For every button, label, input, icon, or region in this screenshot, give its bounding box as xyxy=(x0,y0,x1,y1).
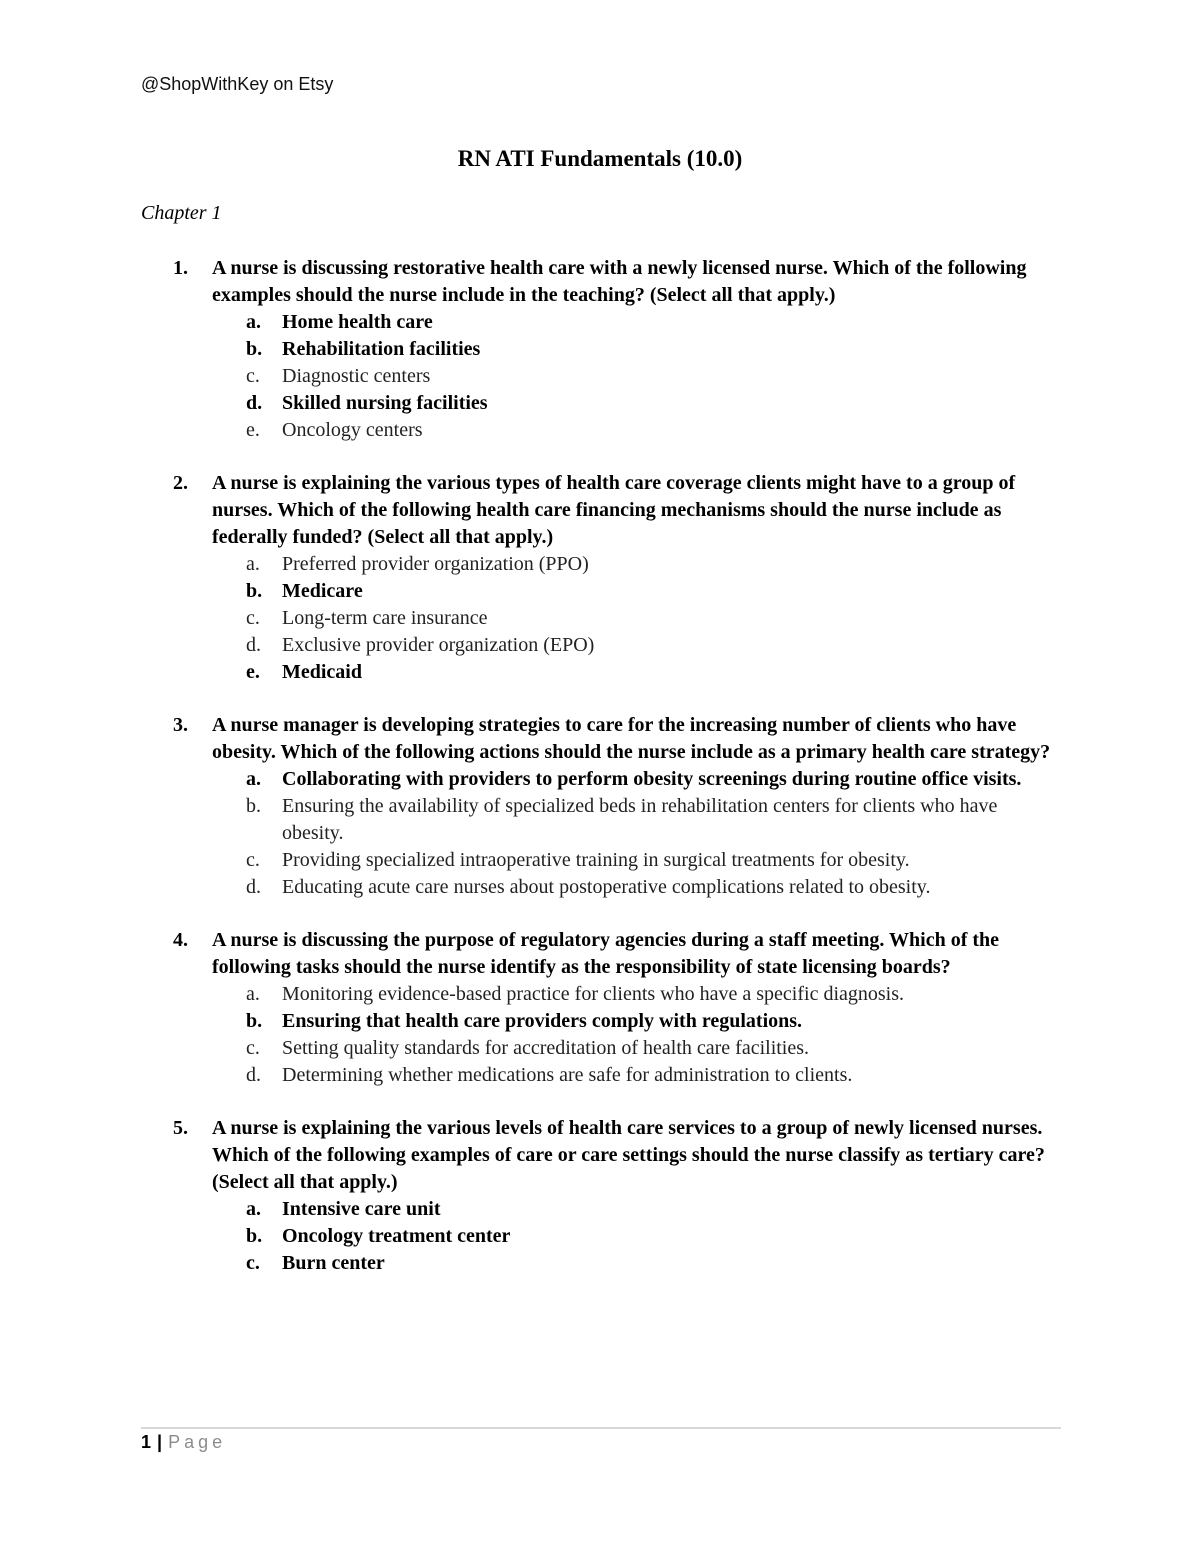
option-text: Oncology centers xyxy=(282,419,423,441)
question-number: 5. xyxy=(173,1117,188,1139)
option-text: Rehabilitation facilities xyxy=(282,338,481,360)
answer-option-correct xyxy=(0,1250,1042,1277)
option-letter: c. xyxy=(246,1252,260,1274)
option-letter: a. xyxy=(246,553,260,575)
question-number: 3. xyxy=(173,714,188,736)
question-text: A nurse is explaining the various types of health care coverage clients might have to a group of nurses. Which of the following health care financing mechanisms should the nurse include as federally funded? (Select all that apply.) xyxy=(212,472,1016,548)
question-stem xyxy=(0,470,1057,551)
answer-option-correct xyxy=(0,309,1042,336)
option-letter: a. xyxy=(246,311,261,333)
option-letter: a. xyxy=(246,768,261,790)
option-text: Burn center xyxy=(282,1252,385,1274)
option-letter: b. xyxy=(246,580,263,602)
option-letter: d. xyxy=(246,392,263,414)
option-letter: d. xyxy=(246,876,261,898)
option-text: Long-term care insurance xyxy=(282,607,488,629)
answer-option xyxy=(0,417,1042,444)
page-header-text: @ShopWithKey on Etsy xyxy=(141,74,334,94)
option-text: Ensuring the availability of specialized beds in rehabilitation centers for clients who have obesity. xyxy=(282,795,998,844)
option-letter: b. xyxy=(246,1225,263,1247)
question-item xyxy=(0,470,1200,686)
option-letter: c. xyxy=(246,607,260,629)
question-stem xyxy=(0,1115,1057,1196)
option-letter: e. xyxy=(246,419,260,441)
answer-option xyxy=(0,793,1042,847)
question-number: 2. xyxy=(173,472,188,494)
question-text: A nurse is explaining the various levels of health care services to a group of newly licensed nurses. Which of the following examples of care or care settings should the nurse classify as tertiary care? (Select all that apply.) xyxy=(212,1117,1045,1193)
option-letter: b. xyxy=(246,1010,263,1032)
answer-option-correct xyxy=(0,1223,1042,1250)
option-text: Diagnostic centers xyxy=(282,365,431,387)
option-text: Exclusive provider organization (EPO) xyxy=(282,634,595,656)
answer-option xyxy=(0,551,1042,578)
page-number: 1 xyxy=(141,1432,152,1452)
answer-option xyxy=(0,1062,1042,1089)
option-letter: b. xyxy=(246,795,261,817)
option-letter: c. xyxy=(246,1037,260,1059)
question-number: 1. xyxy=(173,257,188,279)
option-text: Ensuring that health care providers comply with regulations. xyxy=(282,1010,803,1032)
answer-option xyxy=(0,847,1042,874)
question-text: A nurse is discussing the purpose of regulatory agencies during a staff meeting. Which of the following tasks should the nurse identify as the responsibility of state licensing boards? xyxy=(212,929,1000,978)
footer-divider xyxy=(141,1427,1061,1429)
option-text: Medicaid xyxy=(282,661,362,683)
option-text: Monitoring evidence-based practice for clients who have a specific diagnosis. xyxy=(282,983,905,1005)
answer-option-correct xyxy=(0,766,1042,793)
option-letter: c. xyxy=(246,365,260,387)
question-list xyxy=(0,255,1200,1303)
question-text: A nurse manager is developing strategies to care for the increasing number of clients who have obesity. Which of the following actions should the nurse include as a primary health care strategy? xyxy=(212,714,1051,763)
option-text: Preferred provider organization (PPO) xyxy=(282,553,589,575)
answer-option-correct xyxy=(0,1008,1042,1035)
document-title: RN ATI Fundamentals (10.0) xyxy=(457,146,743,171)
question-stem xyxy=(0,255,1057,309)
question-item xyxy=(0,1115,1200,1277)
answer-option-correct xyxy=(0,659,1042,686)
option-text: Setting quality standards for accreditation of health care facilities. xyxy=(282,1037,810,1059)
option-text: Skilled nursing facilities xyxy=(282,392,488,414)
option-letter: b. xyxy=(246,338,263,360)
question-item xyxy=(0,927,1200,1089)
answer-option-correct xyxy=(0,336,1042,363)
answer-option xyxy=(0,981,1042,1008)
option-letter: d. xyxy=(246,1064,261,1086)
answer-option-correct xyxy=(0,578,1042,605)
option-letter: d. xyxy=(246,634,261,656)
chapter-heading: Chapter 1 xyxy=(141,202,222,224)
option-text: Providing specialized intraoperative training in surgical treatments for obesity. xyxy=(282,849,910,871)
footer-separator: | xyxy=(157,1432,163,1452)
question-stem xyxy=(0,712,1057,766)
question-text: A nurse is discussing restorative health care with a newly licensed nurse. Which of the following examples should the nurse include in the teaching? (Select all that apply.) xyxy=(212,257,1027,306)
option-text: Intensive care unit xyxy=(282,1198,441,1220)
option-letter: e. xyxy=(246,661,260,683)
answer-option xyxy=(0,632,1042,659)
answer-option xyxy=(0,605,1042,632)
option-letter: c. xyxy=(246,849,260,871)
question-item xyxy=(0,255,1200,444)
option-text: Collaborating with providers to perform obesity screenings during routine office visits. xyxy=(282,768,1022,790)
answer-option xyxy=(0,874,1042,901)
answer-option xyxy=(0,1035,1042,1062)
option-text: Home health care xyxy=(282,311,433,333)
answer-option-correct xyxy=(0,390,1042,417)
page-footer xyxy=(141,1432,226,1453)
answer-option-correct xyxy=(0,1196,1042,1223)
option-text: Determining whether medications are safe for administration to clients. xyxy=(282,1064,853,1086)
option-text: Educating acute care nurses about postoperative complications related to obesity. xyxy=(282,876,931,898)
option-letter: a. xyxy=(246,983,260,1005)
option-text: Medicare xyxy=(282,580,363,602)
option-letter: a. xyxy=(246,1198,261,1220)
option-text: Oncology treatment center xyxy=(282,1225,511,1247)
page-label: Page xyxy=(168,1432,227,1452)
question-stem xyxy=(0,927,1057,981)
question-item xyxy=(0,712,1200,901)
answer-option xyxy=(0,363,1042,390)
question-number: 4. xyxy=(173,929,188,951)
